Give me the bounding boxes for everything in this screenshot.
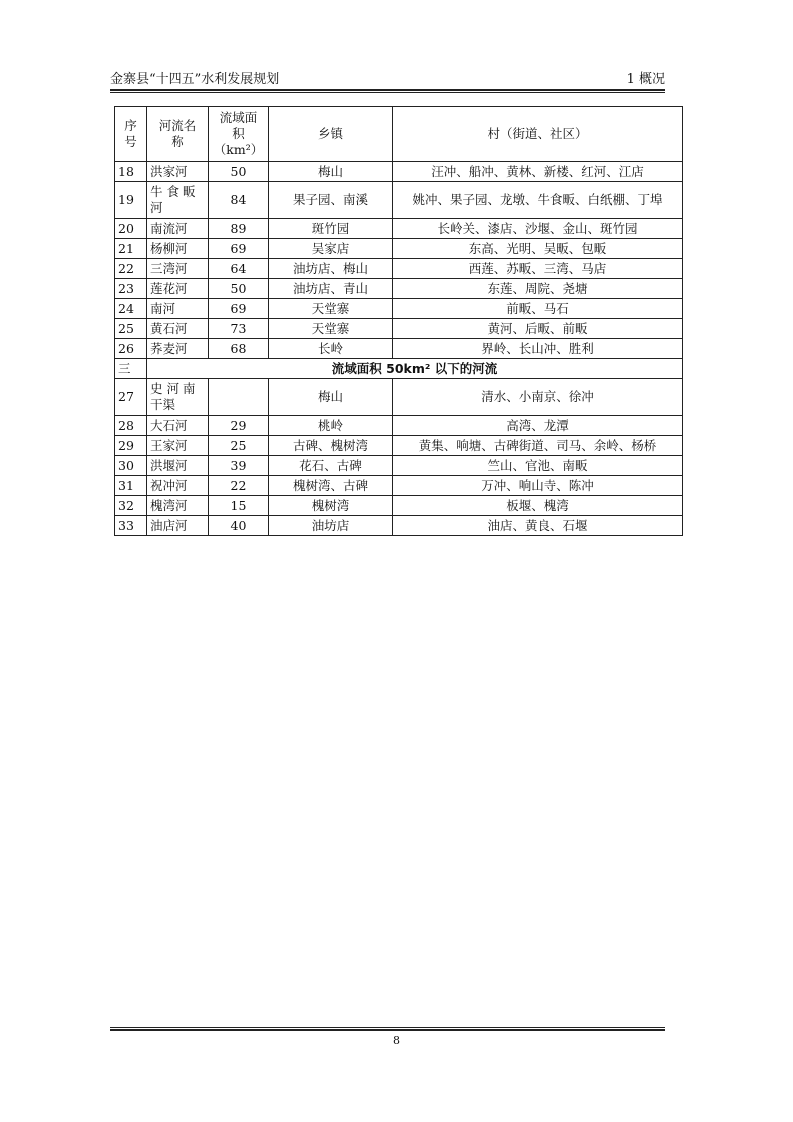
row-area: 29 [209, 416, 269, 436]
row-no: 31 [115, 476, 147, 496]
row-area: 22 [209, 476, 269, 496]
row-village: 西莲、苏畈、三湾、马店 [393, 259, 683, 279]
page-header [110, 66, 665, 86]
table-row [115, 219, 683, 239]
row-village: 汪冲、船冲、黄林、新楼、红河、江店 [393, 162, 683, 182]
row-village: 东莲、周院、尧塘 [393, 279, 683, 299]
row-area: 50 [209, 279, 269, 299]
row-town: 长岭 [269, 339, 393, 359]
row-area: 69 [209, 299, 269, 319]
row-river-name: 油店河 [147, 516, 209, 536]
row-river-name: 祝冲河 [147, 476, 209, 496]
table-row [115, 516, 683, 536]
document-title: 金寨县“十四五”水利发展规划 [110, 72, 280, 87]
row-area: 73 [209, 319, 269, 339]
row-area: 39 [209, 456, 269, 476]
row-river-name: 杨柳河 [147, 239, 209, 259]
row-river-name: 史 河 南 干渠 [147, 379, 209, 416]
row-no: 25 [115, 319, 147, 339]
row-area: 50 [209, 162, 269, 182]
row-town: 古碑、槐树湾 [269, 436, 393, 456]
row-town: 吴家店 [269, 239, 393, 259]
row-town: 油坊店、青山 [269, 279, 393, 299]
header-no: 序 号 [115, 107, 147, 162]
row-river-name: 洪家河 [147, 162, 209, 182]
row-river-name: 大石河 [147, 416, 209, 436]
header-rule [110, 89, 665, 91]
row-area: 68 [209, 339, 269, 359]
table-row [115, 436, 683, 456]
table-row [115, 162, 683, 182]
table-row [115, 496, 683, 516]
row-town: 斑竹园 [269, 219, 393, 239]
table-row [115, 299, 683, 319]
row-area: 89 [209, 219, 269, 239]
row-village: 东高、光明、吴畈、包畈 [393, 239, 683, 259]
row-river-name: 黄石河 [147, 319, 209, 339]
row-no: 29 [115, 436, 147, 456]
row-no: 19 [115, 182, 147, 219]
row-area: 64 [209, 259, 269, 279]
section-row [115, 359, 683, 379]
row-no: 28 [115, 416, 147, 436]
row-no: 21 [115, 239, 147, 259]
table-header-row [115, 107, 683, 162]
row-village: 油店、黄良、石堰 [393, 516, 683, 536]
row-town: 花石、古碑 [269, 456, 393, 476]
section-no: 三 [115, 359, 147, 379]
row-river-name: 槐湾河 [147, 496, 209, 516]
chapter-label: 1 概况 [626, 72, 665, 87]
row-river-name: 三湾河 [147, 259, 209, 279]
row-village: 姚冲、果子园、龙墩、牛食畈、白纸棚、丁埠 [393, 182, 683, 219]
table-row [115, 379, 683, 416]
table-row [115, 416, 683, 436]
row-village: 长岭关、漆店、沙堰、金山、斑竹园 [393, 219, 683, 239]
row-village: 清水、小南京、徐冲 [393, 379, 683, 416]
row-village: 黄河、后畈、前畈 [393, 319, 683, 339]
row-no: 22 [115, 259, 147, 279]
row-town: 梅山 [269, 379, 393, 416]
row-area: 69 [209, 239, 269, 259]
row-no: 27 [115, 379, 147, 416]
row-no: 30 [115, 456, 147, 476]
table-row [115, 319, 683, 339]
row-town: 油坊店 [269, 516, 393, 536]
row-town: 槐树湾 [269, 496, 393, 516]
table-row [115, 182, 683, 219]
row-river-name: 南河 [147, 299, 209, 319]
row-no: 20 [115, 219, 147, 239]
footer-rule-thin [110, 1027, 665, 1028]
row-village: 界岭、长山冲、胜利 [393, 339, 683, 359]
row-river-name: 洪堰河 [147, 456, 209, 476]
header-river-name: 河流名 称 [147, 107, 209, 162]
row-town: 天堂寨 [269, 299, 393, 319]
row-river-name: 南流河 [147, 219, 209, 239]
row-village: 高湾、龙潭 [393, 416, 683, 436]
header-area: 流域面 积 （km²） [209, 107, 269, 162]
footer-rule [110, 1029, 665, 1031]
section-title: 流域面积 50km² 以下的河流 [147, 359, 683, 379]
row-no: 23 [115, 279, 147, 299]
row-river-name: 荞麦河 [147, 339, 209, 359]
table-row [115, 239, 683, 259]
table-row [115, 279, 683, 299]
row-town: 桃岭 [269, 416, 393, 436]
row-area: 84 [209, 182, 269, 219]
header-rule-thin [110, 92, 665, 93]
row-no: 24 [115, 299, 147, 319]
row-village: 黄集、响塘、古碑街道、司马、余岭、杨桥 [393, 436, 683, 456]
table-row [115, 476, 683, 496]
row-river-name: 莲花河 [147, 279, 209, 299]
row-village: 竺山、官池、南畈 [393, 456, 683, 476]
river-table [114, 106, 683, 536]
table-row [115, 259, 683, 279]
row-village: 万冲、响山寺、陈冲 [393, 476, 683, 496]
row-river-name: 牛 食 畈 河 [147, 182, 209, 219]
row-town: 槐树湾、古碑 [269, 476, 393, 496]
row-area: 40 [209, 516, 269, 536]
row-town: 天堂寨 [269, 319, 393, 339]
table-row [115, 339, 683, 359]
row-river-name: 王家河 [147, 436, 209, 456]
row-town: 油坊店、梅山 [269, 259, 393, 279]
row-area: 25 [209, 436, 269, 456]
row-no: 18 [115, 162, 147, 182]
row-no: 26 [115, 339, 147, 359]
header-village: 村（街道、社区） [393, 107, 683, 162]
row-village: 板堰、槐湾 [393, 496, 683, 516]
row-no: 32 [115, 496, 147, 516]
row-area [209, 379, 269, 416]
header-town: 乡镇 [269, 107, 393, 162]
row-area: 15 [209, 496, 269, 516]
table-row [115, 456, 683, 476]
row-no: 33 [115, 516, 147, 536]
row-town: 果子园、南溪 [269, 182, 393, 219]
row-village: 前畈、马石 [393, 299, 683, 319]
row-town: 梅山 [269, 162, 393, 182]
page-number: 8 [393, 1034, 400, 1047]
